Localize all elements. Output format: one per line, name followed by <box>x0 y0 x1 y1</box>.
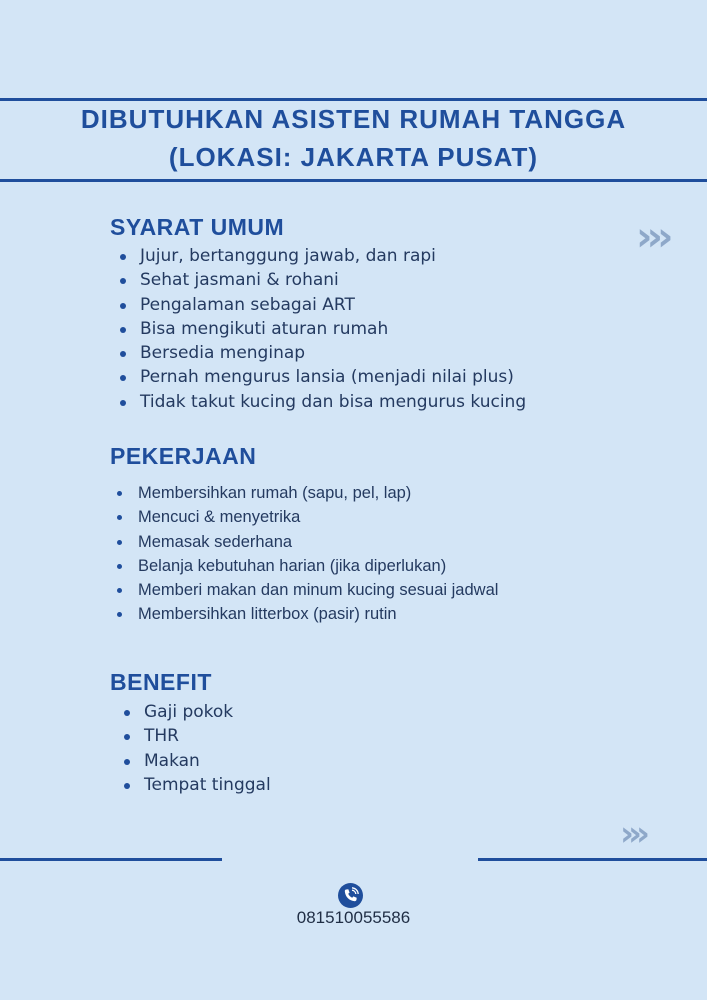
benefit-list <box>122 700 271 797</box>
title-bottom-rule <box>0 179 707 182</box>
page-title-line-2: (LOKASI: JAKARTA PUSAT) <box>168 142 539 172</box>
list-item: Membersihkan litterbox (pasir) rutin <box>116 602 498 626</box>
footer-left-rule <box>0 858 222 861</box>
list-item: THR <box>122 724 271 748</box>
list-item: Makan <box>122 749 271 773</box>
pekerjaan-list <box>116 481 498 627</box>
triple-chevron-right-icon: ››› <box>620 814 645 854</box>
phone-icon <box>338 883 363 908</box>
list-item: Sehat jasmani & rohani <box>118 268 526 292</box>
contact-phone-number: 081510055586 <box>296 908 411 927</box>
page-title-line-1: DIBUTUHKAN ASISTEN RUMAH TANGGA <box>80 104 627 134</box>
list-item: Memberi makan dan minum kucing sesuai jadwal <box>116 578 498 602</box>
list-item: Belanja kebutuhan harian (jika diperlukan) <box>116 554 498 578</box>
list-item: Gaji pokok <box>122 700 271 724</box>
section-heading-pekerjaan: PEKERJAAN <box>110 443 257 469</box>
section-heading-syarat-umum: SYARAT UMUM <box>110 214 285 240</box>
list-item: Pernah mengurus lansia (menjadi nilai plus) <box>118 365 526 389</box>
footer-right-rule <box>478 858 707 861</box>
list-item: Bisa mengikuti aturan rumah <box>118 317 526 341</box>
list-item: Tempat tinggal <box>122 773 271 797</box>
syarat-umum-list <box>118 244 526 414</box>
list-item: Bersedia menginap <box>118 341 526 365</box>
list-item: Tidak takut kucing dan bisa mengurus kucing <box>118 390 526 414</box>
list-item: Membersihkan rumah (sapu, pel, lap) <box>116 481 498 505</box>
section-heading-benefit: BENEFIT <box>110 669 212 695</box>
list-item: Jujur, bertanggung jawab, dan rapi <box>118 244 526 268</box>
list-item: Pengalaman sebagai ART <box>118 293 526 317</box>
triple-chevron-right-icon: ››› <box>636 214 668 260</box>
list-item: Memasak sederhana <box>116 530 498 554</box>
title-top-rule <box>0 98 707 101</box>
list-item: Mencuci & menyetrika <box>116 505 498 529</box>
